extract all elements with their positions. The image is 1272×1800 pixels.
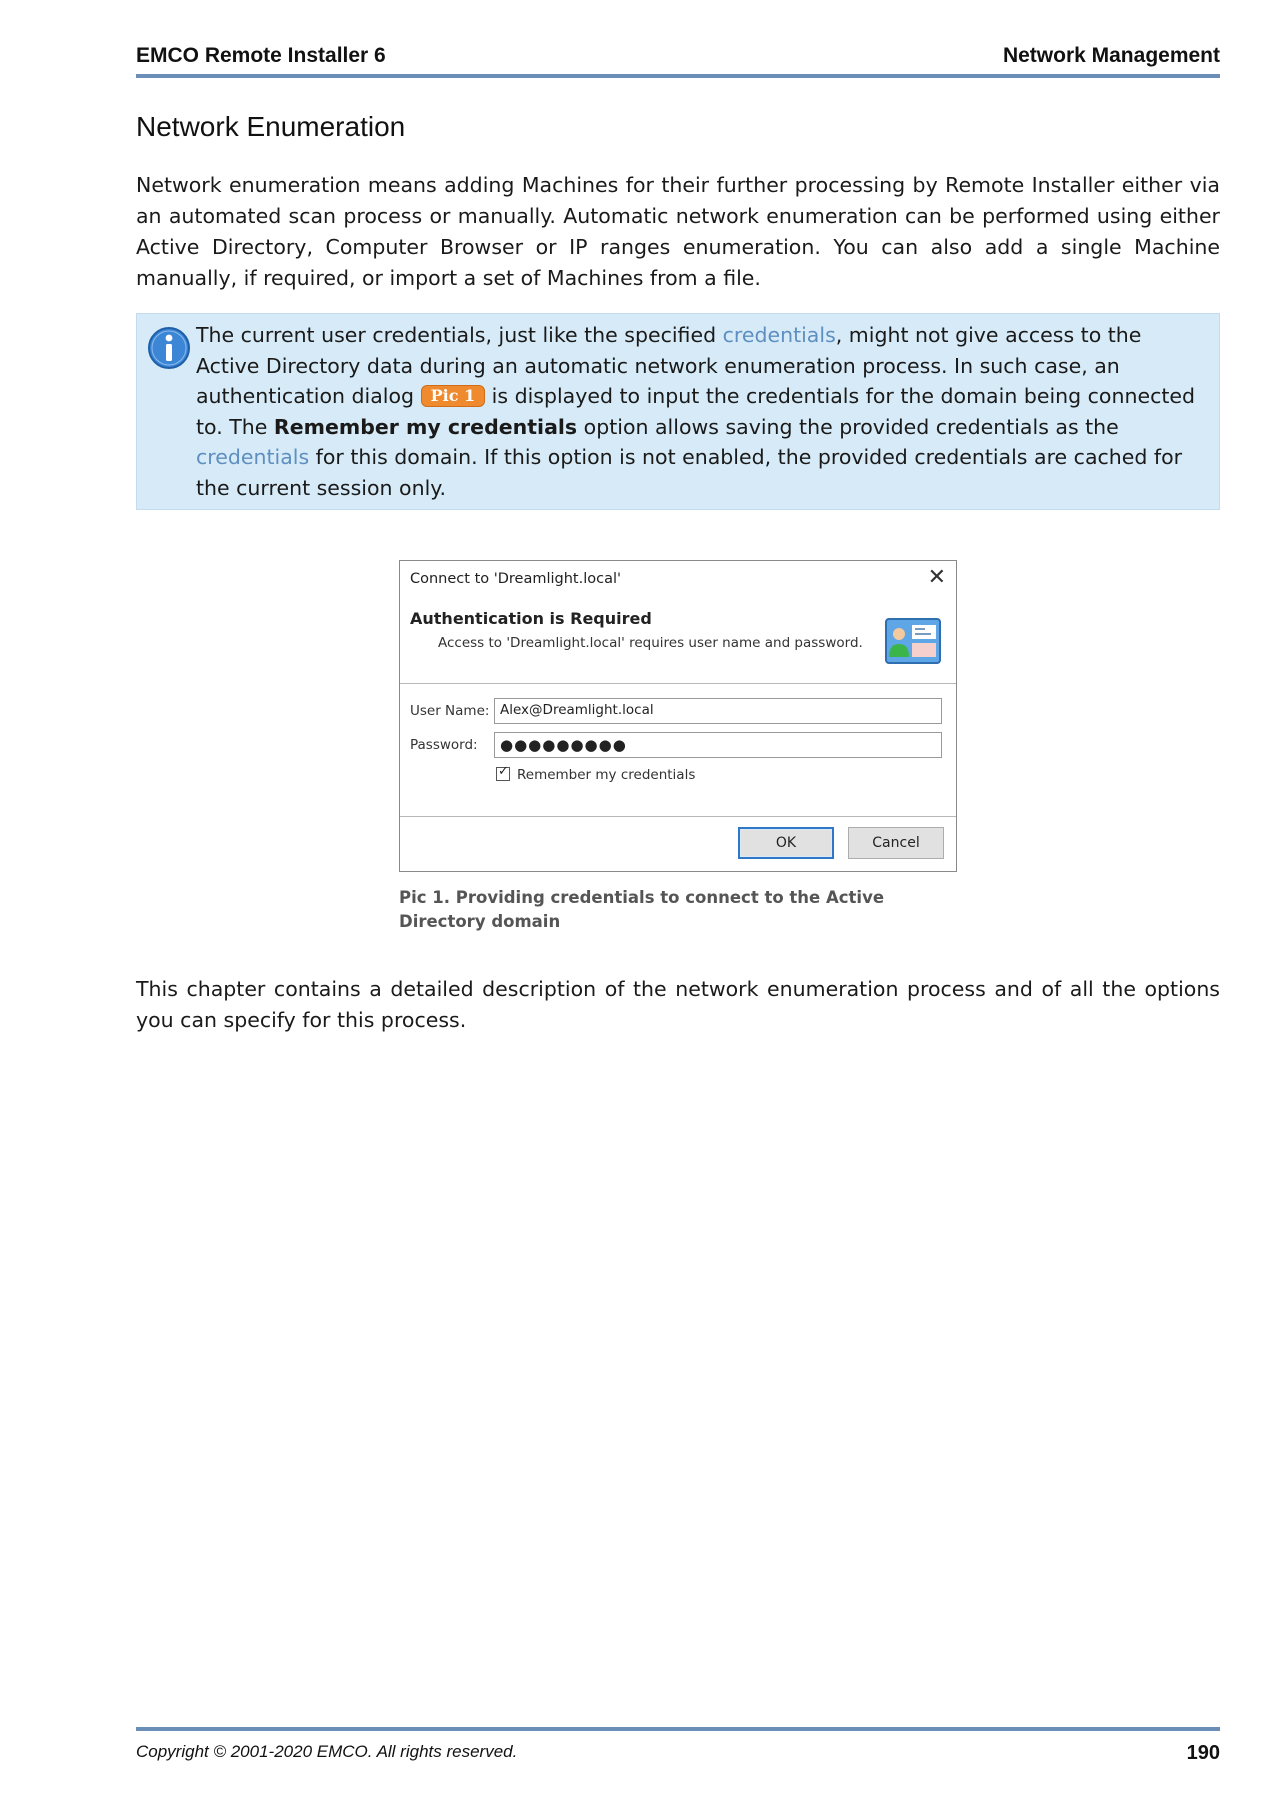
note-text-3: is displayed to input the credentials for the domain being connected to. The [196, 384, 1196, 439]
auth-dialog-screenshot [399, 560, 957, 872]
note-text-5: for this domain. If this option is not enabled, the provided credentials are cached for the current session only. [196, 445, 1183, 500]
page-title: Network Enumeration [136, 111, 406, 142]
dialog-divider [400, 683, 956, 684]
username-label: User Name: [410, 703, 490, 719]
pic-1-badge[interactable]: Pic 1 [421, 385, 486, 407]
page-header [136, 44, 1220, 78]
cancel-button[interactable]: Cancel [848, 827, 944, 859]
credentials-link-2[interactable]: credentials [196, 445, 310, 469]
note-text-1: The current user credentials, just like the specified [196, 323, 723, 347]
note-text [196, 320, 1208, 503]
page-number: 190 [1186, 1742, 1220, 1764]
note-text-4: option allows saving the provided credentials as the [577, 414, 1119, 439]
dialog-divider [400, 816, 956, 817]
dialog-title: Connect to 'Dreamlight.local' [410, 571, 621, 587]
dialog-heading: Authentication is Required [410, 609, 652, 628]
username-field[interactable]: Alex@Dreamlight.local [494, 698, 942, 724]
credentials-link[interactable]: credentials [722, 323, 836, 347]
footer-divider [136, 1727, 1220, 1731]
intro-paragraph: Network enumeration means adding Machines for their further processing by Remote Installer either via an automated scan process or manually. Automatic network enumeration can be performed using either Active Directory, Computer Browser or IP ranges enumeration. You can also add a single Machine manually, if required, or import a set of Machines from a file. [136, 173, 1220, 290]
header-section: Network Management [1002, 44, 1220, 67]
outro-paragraph: This chapter contains a detailed description of the network enumeration process and of all the options you can specify for this process. [136, 977, 1220, 1032]
header-product: EMCO Remote Installer 6 [136, 44, 386, 67]
remember-checkbox[interactable] [496, 764, 510, 781]
remember-checkbox-label[interactable]: Remember my credentials [517, 767, 696, 783]
remember-credentials-bold: Remember my credentials [273, 414, 578, 439]
password-field[interactable]: ●●●●●●●●● [494, 732, 942, 758]
figure-caption: Pic 1. Providing credentials to connect to the Active Directory domain [399, 888, 885, 931]
footer-copyright: Copyright © 2001-2020 EMCO. All rights reserved. [136, 1742, 518, 1761]
user-card-icon [884, 617, 942, 665]
dialog-subtext: Access to 'Dreamlight.local' requires user name and password. [438, 635, 863, 651]
note-text-2: , might not give access to the Active Directory data during an automatic network enumeration process. In such case, an authentication dialog [196, 323, 1142, 408]
ok-button[interactable]: OK [738, 827, 834, 859]
close-icon[interactable]: ✕ [927, 565, 946, 590]
password-label: Password: [410, 737, 478, 753]
info-icon [147, 326, 191, 370]
info-note [136, 313, 1220, 510]
checkmark-icon: ✓ [498, 764, 509, 779]
